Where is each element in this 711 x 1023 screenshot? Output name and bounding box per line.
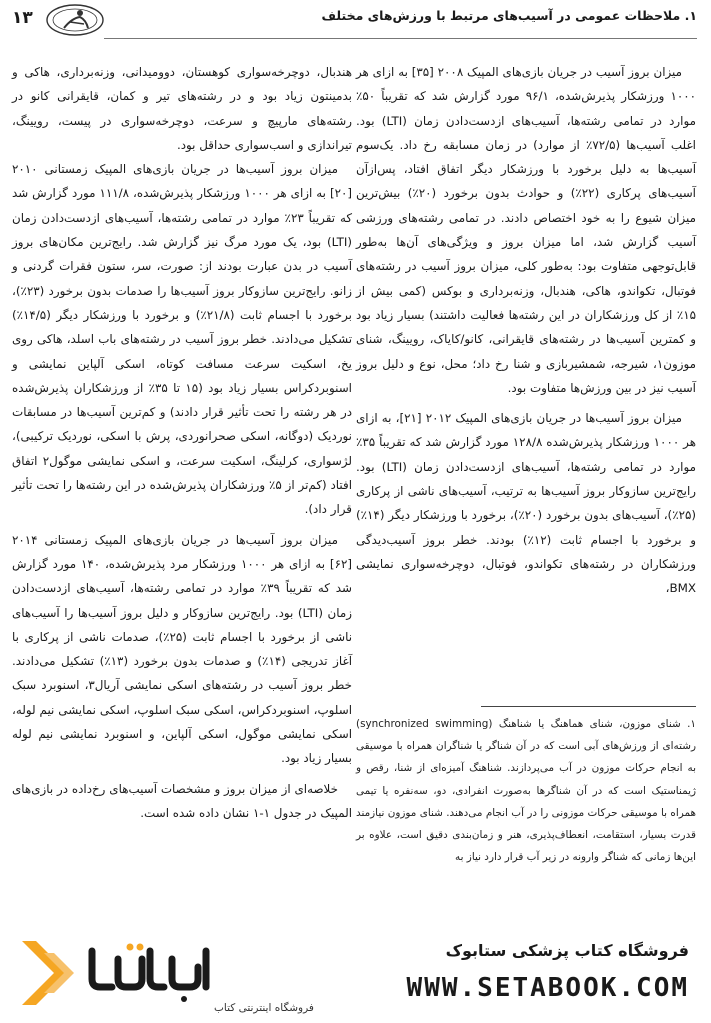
paragraph: میزان بروز آسیب در جریان بازی‌های المپیک ۲۰۰۸ [۳۵] به ازای هر ۱۰۰۰ ورزشکار پذیرش‌شده، ۹۶/۱ مورد گزارش شد که تقریباً ۵۰٪ موارد در تمامی رشته‌ها، آسیب‌های ازدست‌دادن زمان (LTI) بود. اغلب آسیب‌ها (۷۲/۵٪ از موارد) در زمان مسابقه رخ داد. یک‌سوم آسیب‌ها به دلیل برخورد با ورزشکار دیگر اتفاق افتاد، پس‌ازآن آسیب‌های پرکاری (۲۲٪) و حوادث بدون برخورد (۲۰٪) بیش‌ترین میزان شیوع را به خود اختصاص دادند. در تمامی رشته‌های ورزشی آسیب گزارش شد، اما میزان بروز و ویژگی‌های آن‌ها به‌طور قابل‌توجهی متفاوت بود: به‌طور کلی، میزان بروز آسیب در رشته‌های فوتبال، تکواندو، هاکی، هندبال، وزنه‌برداری و بوکس (کمی بیش از ۱۵٪ از کل ورزشکاران در این رشته‌ها فعالیت داشتند) بسیار زیاد بود و کمترین آسیب‌ها در رشته‌های قایقرانی، کانو/کایاک، رویینگ، شنای موزون۱، شیرجه، شمشیربازی و شنا رخ داد؛ محل، نوع و دلیل بروز آسیب نیز در بین ورزش‌ها متفاوت بود. <box>356 65 697 395</box>
shop-name: فروشگاه کتاب پزشکی ستابوک <box>445 941 689 960</box>
logo-subtitle: فروشگاه اینترنتی کتاب <box>214 1002 314 1014</box>
paragraph: میزان بروز آسیب‌ها در جریان بازی‌های المپیک ۲۰۱۲ [۲۱]، به ازای هر ۱۰۰۰ ورزشکار پذیرش‌شده ۱۲۸/۸ مورد گزارش شد که تقریباً ۳۵٪ موارد در تمامی رشته‌ها، آسیب‌های ازدست‌دادن زمان (LTI) بود. رایج‌ترین سازوکار بروز آسیب‌ها به ترتیب، آسیب‌های ناشی از پرکاری (۲۵٪)، آسیب‌های بدون برخورد (۲۰٪)، برخورد با ورزشکار دیگر (۱۴٪) و برخورد با اجسام ثابت (۱۲٪) بودند. خطر بروز آسیب‌دیدگی ورزشکاران در رشته‌های تکواندو، فوتبال، دوچرخه‌سواری نمایشی BMX، <box>356 411 697 596</box>
paragraph: میزان بروز آسیب‌ها در جریان بازی‌های المپیک زمستانی ۲۰۱۰ [۲۰] به ازای هر ۱۰۰۰ ورزشکار پذیرش‌شده، ۱۱۱/۸ مورد گزارش شد که تقریباً ۲۳٪ موارد در تمامی رشته‌ها، آسیب‌های ازدست‌دادن زمان (LTI) بود، یک مورد مرگ نیز گزارش شد. رایج‌ترین مکان‌های بروز آسیب در بدن عبارت بودند از: صورت، سر، ستون فقرات گردنی و زانو. رایج‌ترین سازوکار بروز آسیب‌ها را صدمات بدون برخورد (۲۳٪)، برخورد با اجسام ثابت (۲۱/۸٪) و برخورد با ورزشکار دیگر (۱۴/۵٪) تشکیل می‌دادند. خطر بروز آسیب در رشته‌های باب اسلد، هاکی روی یخ، اسکیت سرعت مسافت کوتاه، اسکی آلپاین نمایشی و اسنوبردکراس بسیار زیاد بود (۱۵ تا ۳۵٪ از ورزشکاران پذیرش‌شده در هر رشته را تحت تأثیر قرار دادند) و کم‌ترین آسیب‌ها در مسابقات نوردیک (دوگانه، اسکی صحرانوردی، پرش با اسکی، نوردیک ترکیبی)، لژسواری، کرلینگ، اسکیت سرعت، و اسکی نمایشی موگول۲ اتفاق افتاد (کم‌تر از ۵٪ ورزشکاران پذیرش‌شده در این رشته‌ها را تحت تأثیر قرار داد). <box>12 162 353 517</box>
left-column <box>12 60 352 825</box>
paragraph: هندبال، دوچرخه‌سواری کوهستان، دوومیدانی، وزنه‌برداری، هاکی و بدمینتون زیاد بود و در رشته‌های تیر و کمان، قایقرانی کانو در رشته‌های مارپیچ و سرعت، دوچرخه‌سواری در پیست، رویینگ، تیراندازی و اسب‌سواری حداقل بود. <box>12 65 352 152</box>
setabook-logo[interactable] <box>14 931 314 1015</box>
running-title: ۱. ملاحظات عمومی در آسیب‌های مرتبط با ورزش‌های مختلف <box>321 8 697 23</box>
emblem-icon <box>44 2 106 38</box>
page-number: ۱۳ <box>12 8 33 28</box>
page-header <box>0 0 711 44</box>
shop-url-link[interactable]: WWW.SETABOOK.COM <box>406 973 689 1003</box>
footnote-divider <box>481 706 696 707</box>
paragraph: خلاصه‌ای از میزان بروز و مشخصات آسیب‌های رخ‌داده در بازی‌های المپیک در جدول ۱-۱ نشان داده شده است. <box>12 781 352 820</box>
header-divider <box>104 38 697 39</box>
right-column <box>356 60 696 601</box>
paragraph: میزان بروز آسیب‌ها در جریان بازی‌های المپیک زمستانی ۲۰۱۴ [۶۲] به ازای هر ۱۰۰۰ ورزشکار مرد پذیرش‌شده، ۱۴۰ مورد گزارش شد که تقریباً ۳۹٪ موارد در تمامی رشته‌ها، آسیب‌های ازدست‌دادن زمان (LTI) بود. رایج‌ترین سازوکار و دلیل بروز آسیب‌ها را آسیب‌های ناشی از برخورد با اجسام ثابت (۲۵٪)، صدمات ناشی از پرکاری با آغاز تدریجی (۱۴٪) و صدمات بدون برخورد (۱۳٪) تشکیل می‌دادند. خطر بروز آسیب در رشته‌های اسکی نمایشی آریال۳، اسنوبرد سبک اسلوپ، اسنوبردکراس، اسکی سبک اسلوپ، اسکی نمایشی نیم لوله، اسکی نمایشی موگول، اسکی آلپاین، و اسنوبرد نمایشی نیم لوله بسیار زیاد بود. <box>12 532 353 766</box>
footnote: ۱. شنای موزون، شنای هماهنگ یا شناهنگ (synchronized swimming) رشته‌ای از ورزش‌های آبی است که در آن شناگر یا شناگران همراه با موسیقی به انجام حرکات موزون در آب می‌پردازند. شناهنگ آمیزه‌ای از شنا، رقص و ژیمناستیک است که در آن شناگرها به‌صورت انفرادی، دو، سه‌نفره یا تیمی همراه با موسیقی حرکات موزونی را در آب انجام می‌دهند. شنای موزون نیازمند قدرت بسیار، استقامت، انعطاف‌پذیری، هنر و زمان‌بندی دقیق است، علاوه بر این‌ها زمانی که شناگر وارونه در زیر آب قرار دارد نیاز به <box>356 718 696 864</box>
footer-banner <box>0 913 711 1023</box>
